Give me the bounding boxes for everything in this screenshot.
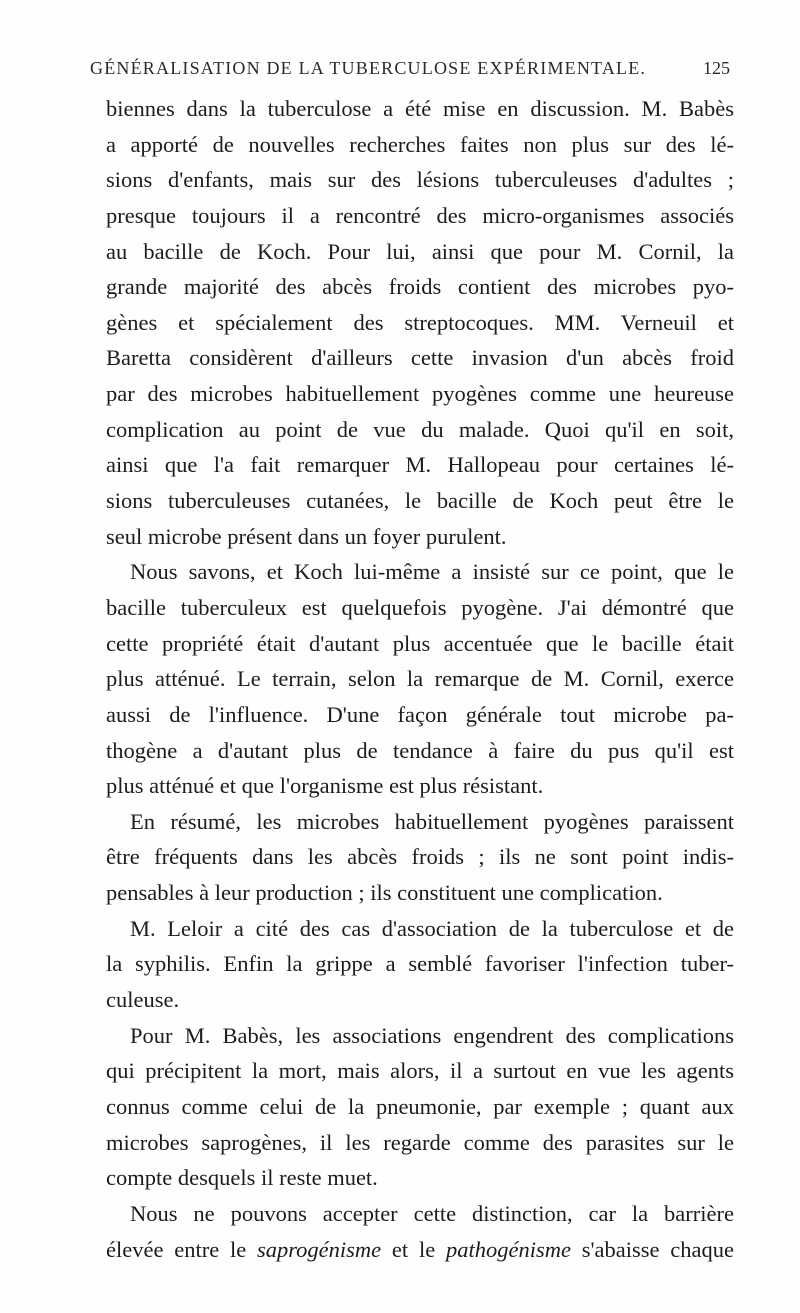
text-line: pensables à leur production ; ils constituent une complication. (106, 880, 663, 906)
running-title: GÉNÉRALISATION DE LA TUBERCULOSE EXPÉRIMENTALE. (90, 58, 647, 78)
text-line: par des microbes habituellement pyogènes comme une heureuse (106, 381, 734, 407)
text-line: plus atténué et que l'organisme est plus résistant. (106, 773, 544, 799)
paragraph-first-line: Pour M. Babès, les associations engendrent des complications (130, 1022, 734, 1048)
text-line: presque toujours il a rencontré des micro-organismes associés (106, 202, 734, 228)
text-line: Baretta considèrent d'ailleurs cette invasion d'un abcès froid (106, 345, 734, 371)
text-line: connus comme celui de la pneumonie, par exemple ; quant aux (106, 1093, 734, 1119)
italic-term-saprogenisme: saprogénisme (256, 1236, 382, 1262)
text-line: ainsi que l'a fait remarquer M. Hallopeau pour certaines lé- (106, 452, 734, 478)
text-line: sions d'enfants, mais sur des lésions tuberculeuses d'adultes ; (106, 167, 734, 193)
text-line-with-italics (106, 1232, 734, 1268)
text-line: complication au point de vue du malade. Quoi qu'il en soit, (106, 416, 734, 442)
text-line: au bacille de Koch. Pour lui, ainsi que pour M. Cornil, la (106, 238, 734, 264)
paragraph-first-line: Nous ne pouvons accepter cette distinction, car la barrière (130, 1200, 734, 1226)
page-number: 125 (703, 58, 730, 78)
text-line: aussi de l'influence. D'une façon générale tout microbe pa- (106, 701, 734, 727)
text-line: a apporté de nouvelles recherches faites non plus sur des lé- (106, 131, 734, 157)
text-line: qui précipitent la mort, mais alors, il a surtout en vue les agents (106, 1058, 734, 1084)
text-line: plus atténué. Le terrain, selon la remarque de M. Cornil, exerce (106, 666, 734, 692)
text-line: microbes saprogènes, il les regarde comme des parasites sur le (106, 1129, 734, 1155)
body-text (106, 91, 734, 1267)
text-line: thogène a d'autant plus de tendance à faire du pus qu'il est (106, 737, 734, 763)
text-line: sions tuberculeuses cutanées, le bacille de Koch peut être le (106, 488, 734, 514)
text-line: seul microbe présent dans un foyer purulent. (106, 523, 507, 549)
text-line: grande majorité des abcès froids contient des microbes pyo- (106, 274, 734, 300)
text-fragment: s'abaisse chaque (570, 1236, 734, 1262)
paragraph-first-line: Nous savons, et Koch lui-même a insisté sur ce point, que le (130, 559, 734, 585)
running-head (90, 58, 730, 84)
text-line: biennes dans la tuberculose a été mise en discussion. M. Babès (106, 96, 734, 121)
text-fragment: élevée entre le (106, 1236, 257, 1262)
italic-term-pathogenisme: pathogénisme (445, 1236, 571, 1262)
text-line: gènes et spécialement des streptocoques. MM. Verneuil et (106, 309, 734, 335)
paragraph-first-line: M. Leloir a cité des cas d'association de la tuberculose et de (130, 915, 734, 941)
text-line: cette propriété était d'autant plus accentuée que le bacille était (106, 630, 734, 656)
paragraph-first-line: En résumé, les microbes habituellement pyogènes paraissent (130, 808, 734, 834)
text-line: compte desquels il reste muet. (106, 1165, 378, 1191)
text-line: être fréquents dans les abcès froids ; ils ne sont point indis- (106, 844, 734, 870)
text-line: bacille tuberculeux est quelquefois pyogène. J'ai démontré que (106, 594, 734, 620)
text-line: culeuse. (106, 987, 180, 1013)
text-line: la syphilis. Enfin la grippe a semblé favoriser l'infection tuber- (106, 951, 734, 977)
text-fragment: et le (381, 1236, 446, 1262)
